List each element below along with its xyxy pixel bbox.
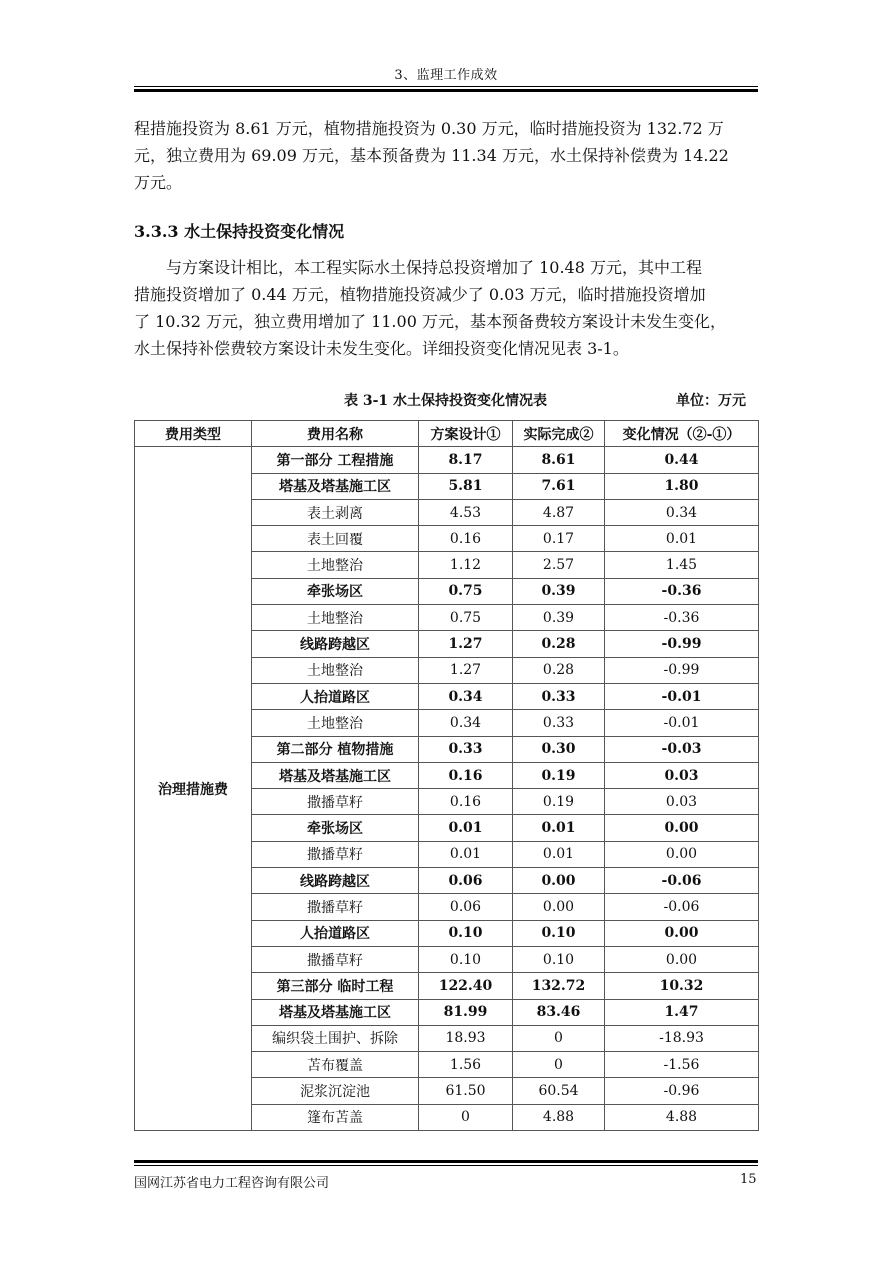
paragraph-investment-summary [134, 115, 758, 196]
column-header: 费用类型 [135, 421, 252, 447]
cost-name-cell: 人抬道路区 [252, 683, 419, 709]
plan-value-cell: 122.40 [419, 973, 513, 999]
footer-rule-thin [134, 1165, 758, 1166]
plan-value-cell: 5.81 [419, 473, 513, 499]
cost-name-cell: 第一部分 工程措施 [252, 447, 419, 473]
actual-value-cell: 7.61 [513, 473, 605, 499]
plan-value-cell: 1.56 [419, 1052, 513, 1078]
change-value-cell: 1.80 [605, 473, 759, 499]
plan-value-cell: 61.50 [419, 1078, 513, 1104]
change-value-cell: 0.03 [605, 789, 759, 815]
column-header: 实际完成② [513, 421, 605, 447]
plan-value-cell: 0.06 [419, 868, 513, 894]
change-value-cell: -0.99 [605, 657, 759, 683]
actual-value-cell: 0 [513, 1025, 605, 1051]
cost-name-cell: 牵张场区 [252, 578, 419, 604]
actual-value-cell: 0.33 [513, 710, 605, 736]
plan-value-cell: 0.34 [419, 683, 513, 709]
plan-value-cell: 0 [419, 1104, 513, 1130]
change-value-cell: -0.36 [605, 605, 759, 631]
change-value-cell: -0.03 [605, 736, 759, 762]
plan-value-cell: 0.16 [419, 789, 513, 815]
cost-name-cell: 第三部分 临时工程 [252, 973, 419, 999]
plan-value-cell: 0.10 [419, 920, 513, 946]
cost-type-cell: 治理措施费 [135, 447, 252, 1131]
plan-value-cell: 1.27 [419, 657, 513, 683]
cost-name-cell: 泥浆沉淀池 [252, 1078, 419, 1104]
change-value-cell: -1.56 [605, 1052, 759, 1078]
actual-value-cell: 0.28 [513, 657, 605, 683]
actual-value-cell: 0.01 [513, 841, 605, 867]
actual-value-cell: 0.00 [513, 868, 605, 894]
cost-name-cell: 牵张场区 [252, 815, 419, 841]
text-line: 与方案设计相比，本工程实际水土保持总投资增加了 10.48 万元，其中工程 [166, 258, 702, 277]
plan-value-cell: 0.16 [419, 526, 513, 552]
plan-value-cell: 0.06 [419, 894, 513, 920]
actual-value-cell: 0.19 [513, 762, 605, 788]
cost-name-cell: 土地整治 [252, 552, 419, 578]
plan-value-cell: 0.16 [419, 762, 513, 788]
plan-value-cell: 8.17 [419, 447, 513, 473]
change-value-cell: -0.36 [605, 578, 759, 604]
change-value-cell: 1.47 [605, 999, 759, 1025]
change-value-cell: 0.03 [605, 762, 759, 788]
investment-change-table [134, 420, 759, 1131]
actual-value-cell: 2.57 [513, 552, 605, 578]
table-row [135, 447, 759, 473]
cost-name-cell: 编织袋土围护、拆除 [252, 1025, 419, 1051]
change-value-cell: 1.45 [605, 552, 759, 578]
actual-value-cell: 0.30 [513, 736, 605, 762]
table-header-row [135, 421, 759, 447]
change-value-cell: -18.93 [605, 1025, 759, 1051]
paragraph-investment-change [134, 254, 758, 362]
page-header-title: 3、监理工作成效 [394, 68, 498, 83]
actual-value-cell: 0.39 [513, 578, 605, 604]
plan-value-cell: 1.12 [419, 552, 513, 578]
plan-value-cell: 0.34 [419, 710, 513, 736]
cost-name-cell: 土地整治 [252, 605, 419, 631]
header-rule-thin [134, 86, 758, 87]
change-value-cell: 10.32 [605, 973, 759, 999]
actual-value-cell: 0.39 [513, 605, 605, 631]
text-line: 万元。 [134, 173, 183, 192]
text-line: 水土保持补偿费较方案设计未发生变化。详细投资变化情况见表 3-1。 [134, 339, 629, 358]
actual-value-cell: 0.10 [513, 920, 605, 946]
actual-value-cell: 83.46 [513, 999, 605, 1025]
change-value-cell: 0.00 [605, 841, 759, 867]
cost-name-cell: 苫布覆盖 [252, 1052, 419, 1078]
cost-name-cell: 表土回覆 [252, 526, 419, 552]
plan-value-cell: 0.33 [419, 736, 513, 762]
plan-value-cell: 0.01 [419, 815, 513, 841]
actual-value-cell: 60.54 [513, 1078, 605, 1104]
change-value-cell: 0.00 [605, 920, 759, 946]
change-value-cell: 0.34 [605, 499, 759, 525]
change-value-cell: 0.00 [605, 815, 759, 841]
actual-value-cell: 0.28 [513, 631, 605, 657]
section-heading: 3.3.3 水土保持投资变化情况 [134, 222, 345, 241]
actual-value-cell: 0.00 [513, 894, 605, 920]
cost-name-cell: 撒播草籽 [252, 894, 419, 920]
cost-name-cell: 塔基及塔基施工区 [252, 999, 419, 1025]
plan-value-cell: 0.10 [419, 946, 513, 972]
actual-value-cell: 0.33 [513, 683, 605, 709]
cost-name-cell: 塔基及塔基施工区 [252, 762, 419, 788]
change-value-cell: 0.00 [605, 946, 759, 972]
plan-value-cell: 81.99 [419, 999, 513, 1025]
table-caption-unit: 单位：万元 [676, 393, 746, 409]
text-line: 元，独立费用为 69.09 万元，基本预备费为 11.34 万元，水土保持补偿费为 14.22 [134, 146, 729, 165]
actual-value-cell: 0.01 [513, 815, 605, 841]
plan-value-cell: 0.75 [419, 578, 513, 604]
change-value-cell: -0.06 [605, 894, 759, 920]
text-line: 了 10.32 万元，独立费用增加了 11.00 万元，基本预备费较方案设计未发生变化， [134, 312, 726, 331]
change-value-cell: 4.88 [605, 1104, 759, 1130]
column-header: 方案设计① [419, 421, 513, 447]
change-value-cell: -0.06 [605, 868, 759, 894]
plan-value-cell: 1.27 [419, 631, 513, 657]
header-rule-thick [134, 89, 758, 92]
table-caption-title: 表 3-1 水土保持投资变化情况表 [344, 393, 548, 409]
cost-name-cell: 土地整治 [252, 710, 419, 736]
column-header: 变化情况（②-①） [605, 421, 759, 447]
cost-name-cell: 人抬道路区 [252, 920, 419, 946]
actual-value-cell: 0.17 [513, 526, 605, 552]
cost-name-cell: 篷布苫盖 [252, 1104, 419, 1130]
cost-name-cell: 线路跨越区 [252, 868, 419, 894]
actual-value-cell: 8.61 [513, 447, 605, 473]
change-value-cell: 0.44 [605, 447, 759, 473]
change-value-cell: 0.01 [605, 526, 759, 552]
actual-value-cell: 132.72 [513, 973, 605, 999]
text-line: 程措施投资为 8.61 万元，植物措施投资为 0.30 万元，临时措施投资为 132.72 万 [134, 119, 724, 138]
change-value-cell: -0.99 [605, 631, 759, 657]
text-line: 措施投资增加了 0.44 万元，植物措施投资减少了 0.03 万元，临时措施投资增加 [134, 285, 706, 304]
actual-value-cell: 0.19 [513, 789, 605, 815]
cost-name-cell: 撒播草籽 [252, 946, 419, 972]
table-caption [134, 390, 758, 410]
actual-value-cell: 4.88 [513, 1104, 605, 1130]
footer-company: 国网江苏省电力工程咨询有限公司 [134, 1176, 330, 1191]
plan-value-cell: 18.93 [419, 1025, 513, 1051]
cost-name-cell: 土地整治 [252, 657, 419, 683]
cost-name-cell: 表土剥离 [252, 499, 419, 525]
footer-rule-thick [134, 1160, 758, 1163]
cost-name-cell: 线路跨越区 [252, 631, 419, 657]
actual-value-cell: 0 [513, 1052, 605, 1078]
footer-page-number: 15 [740, 1172, 757, 1187]
cost-name-cell: 撒播草籽 [252, 841, 419, 867]
actual-value-cell: 4.87 [513, 499, 605, 525]
change-value-cell: -0.01 [605, 683, 759, 709]
plan-value-cell: 0.75 [419, 605, 513, 631]
change-value-cell: -0.01 [605, 710, 759, 736]
change-value-cell: -0.96 [605, 1078, 759, 1104]
column-header: 费用名称 [252, 421, 419, 447]
cost-name-cell: 撒播草籽 [252, 789, 419, 815]
plan-value-cell: 0.01 [419, 841, 513, 867]
plan-value-cell: 4.53 [419, 499, 513, 525]
cost-name-cell: 第二部分 植物措施 [252, 736, 419, 762]
cost-name-cell: 塔基及塔基施工区 [252, 473, 419, 499]
actual-value-cell: 0.10 [513, 946, 605, 972]
